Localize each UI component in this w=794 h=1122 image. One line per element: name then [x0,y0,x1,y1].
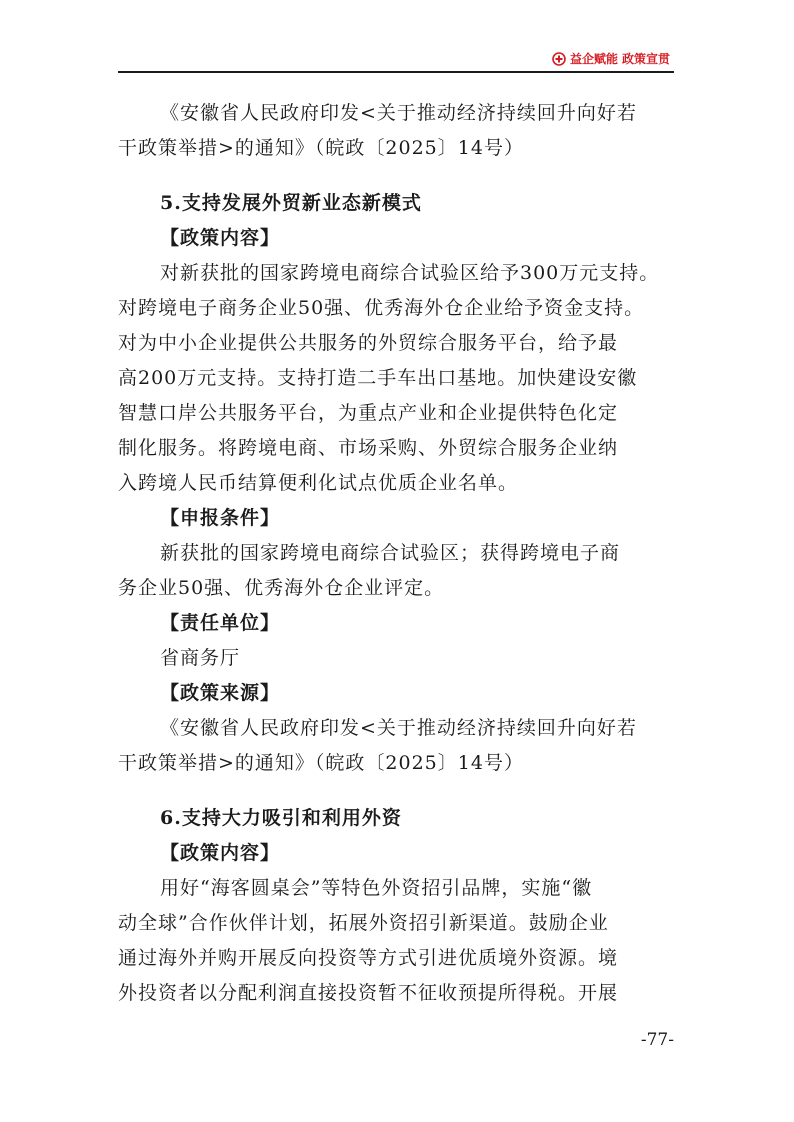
paragraph-line: 对新获批的国家跨境电商综合试验区给予300万元支持。 [160,262,660,284]
responsible-unit: 省商务厅 [160,647,241,669]
brand-name: 益企赋能 [569,52,618,66]
paragraph-line: 用好“海客圆桌会”等特色外资招引品牌，实施“徽 [160,877,593,899]
paragraph-line: 入跨境人民币结算便利化试点优质企业名单。 [118,472,519,494]
brand-logo-group [552,50,670,67]
policy-source-line: 《安徽省人民政府印发<关于推动经济持续回升向好若 [160,102,637,124]
section-gap [118,166,674,186]
paragraph-line: 务企业50强、优秀海外仓企业评定。 [118,577,445,599]
policy-source-heading: 【政策来源】 [160,682,281,704]
policy-content-heading: 【政策内容】 [160,842,281,864]
policy-source-line: 干政策举措>的通知》（皖政〔2025〕14号） [118,752,524,774]
header-divider [118,71,674,73]
responsible-unit-heading: 【责任单位】 [160,612,281,634]
paragraph-line: 外投资者以分配利润直接投资暂不征收预提所得税。开展 [118,982,619,1004]
brand-logo-icon [552,52,566,66]
page-header [118,50,674,74]
section-title: 5.支持发展外贸新业态新模式 [160,192,422,214]
page-number: -77- [640,1030,674,1050]
brand-section: 政策宣贯 [621,52,670,66]
paragraph-line: 高200万元支持。支持打造二手车出口基地。加快建设安徽 [118,367,638,389]
policy-source-line: 干政策举措>的通知》（皖政〔2025〕14号） [118,137,524,159]
paragraph-line: 动全球”合作伙伴计划，拓展外资招引新渠道。鼓励企业 [118,912,609,934]
section-gap [118,781,674,801]
paragraph-line: 智慧口岸公共服务平台，为重点产业和企业提供特色化定 [118,402,619,424]
paragraph-line: 新获批的国家跨境电商综合试验区；获得跨境电子商 [160,542,621,564]
paragraph-line: 对为中小企业提供公共服务的外贸综合服务平台，给予最 [118,332,619,354]
section-title: 6.支持大力吸引和利用外资 [160,807,402,829]
paragraph-line: 制化服务。将跨境电商、市场采购、外贸综合服务企业纳 [118,437,619,459]
conditions-heading: 【申报条件】 [160,507,281,529]
policy-source-line: 《安徽省人民政府印发<关于推动经济持续回升向好若 [160,717,637,739]
page-content [118,96,674,1011]
paragraph-line: 通过海外并购开展反向投资等方式引进优质境外资源。境 [118,947,619,969]
policy-content-heading: 【政策内容】 [160,227,281,249]
paragraph-line: 对跨境电子商务企业50强、优秀海外仓企业给予资金支持。 [118,297,645,319]
